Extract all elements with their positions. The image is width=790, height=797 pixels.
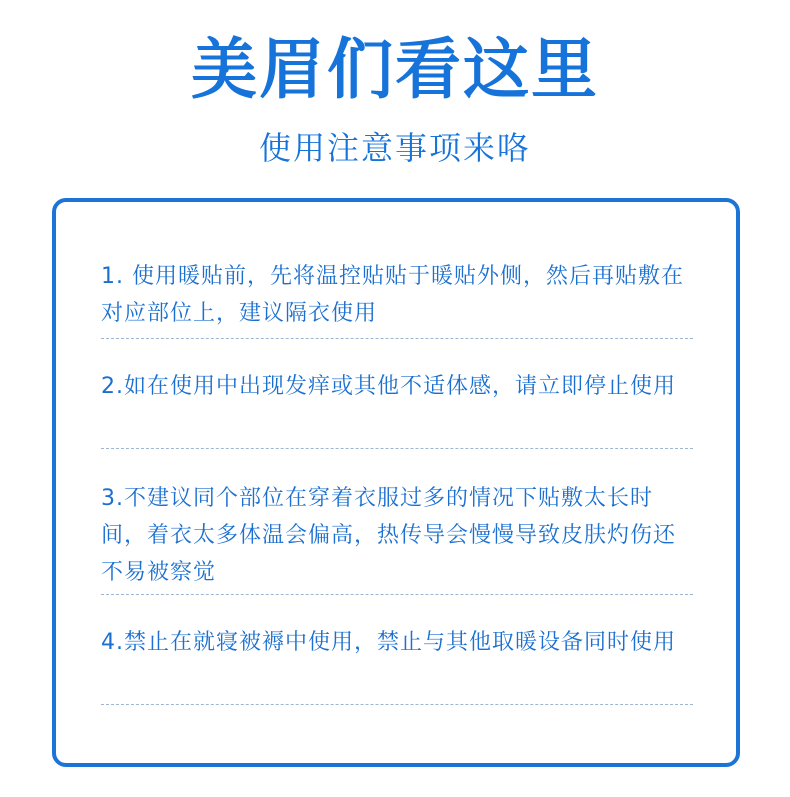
notice-item-1 [101, 258, 693, 339]
notice-card [52, 198, 740, 767]
page-title: 美眉们看这里 [191, 31, 599, 108]
notice-item-text: 1. 使用暖贴前，先将温控贴贴于暖贴外侧，然后再贴敷在对应部位上，建议隔衣使用 [101, 264, 684, 326]
page-subtitle: 使用注意事项来咯 [258, 129, 531, 167]
notice-item-text: 3.不建议同个部位在穿着衣服过多的情况下贴敷太长时间，着衣太多体温会偏高，热传导会慢慢导致皮肤灼伤还不易被察觉 [101, 486, 677, 585]
notice-item-3 [101, 480, 693, 595]
notice-item-text: 4.禁止在就寝被褥中使用，禁止与其他取暖设备同时使用 [101, 630, 676, 655]
notice-item-4 [101, 624, 693, 705]
notice-item-2 [101, 368, 693, 449]
notice-item-text: 2.如在使用中出现发痒或其他不适体感，请立即停止使用 [101, 374, 676, 399]
